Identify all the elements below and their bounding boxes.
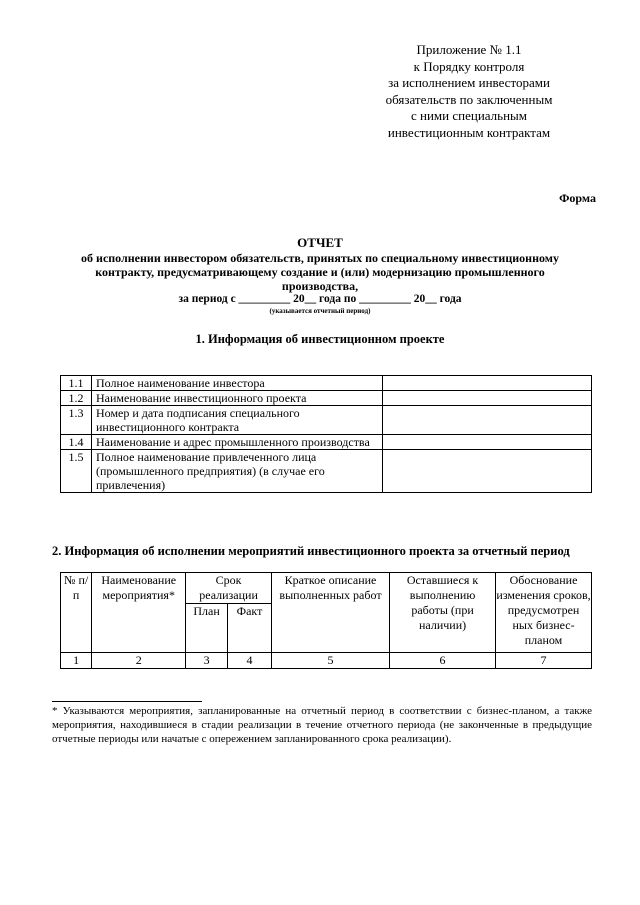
report-title-block (40, 236, 600, 293)
table-row (61, 653, 592, 669)
table-row (61, 406, 592, 435)
header-description: Краткое описание выполненных работ (271, 573, 389, 653)
footnote: * Указываются мероприятия, запланированные на отчетный период в соответствии с бизнес-планом, а также мероприятия, находившиеся в стадии реализации в течение отчетного периода (не законченные в предыдущие отчетные периоды или начатые с опережением запланированного срока реализации). (52, 705, 592, 745)
period-year2-suffix: года (439, 293, 462, 305)
header-fact: Факт (228, 604, 272, 653)
column-number: 6 (390, 653, 496, 669)
period-start-blank[interactable]: _________ (238, 293, 291, 305)
period-year2-blank[interactable]: __ (425, 293, 437, 305)
form-label: Форма (559, 191, 596, 205)
row-label: Полное наименование привлеченного лица (промышленного предприятия) (в случае его привлечения) (92, 450, 383, 493)
column-number: 1 (61, 653, 92, 669)
period-end-blank[interactable]: _________ (359, 293, 411, 305)
row-label: Наименование и адрес промышленного производства (92, 435, 383, 450)
row-number: 1.4 (61, 435, 92, 450)
appendix-line: обязательств по заключенным (385, 91, 553, 107)
appendix-line: с ними специальным (411, 108, 527, 123)
period-row (40, 293, 600, 305)
table-row (61, 391, 592, 406)
appendix-line: за исполнением инвесторами (388, 75, 550, 90)
row-value-cell[interactable] (383, 450, 592, 493)
header-name: Наименование мероприятия* (92, 573, 186, 653)
section2-heading: 2. Информация об исполнении мероприятий инвестиционного проекта за отчетный период (52, 544, 570, 558)
period-year2-prefix: 20 (413, 293, 426, 305)
activities-table (60, 572, 592, 669)
row-value-cell[interactable] (383, 376, 592, 391)
row-label: Полное наименование инвестора (92, 376, 383, 391)
period-year1-prefix: 20 (293, 293, 305, 305)
column-number: 3 (186, 653, 228, 669)
period-prefix: за период с (178, 293, 236, 305)
column-number: 5 (271, 653, 389, 669)
appendix-line: к Порядку контроля (413, 58, 525, 74)
table-header-row (61, 573, 592, 604)
column-number: 4 (228, 653, 272, 669)
header-term: Срок реализации (186, 573, 272, 604)
header-justification: Обоснование изменения сроков, предусмотрен ных бизнес-планом (496, 573, 592, 653)
report-subtitle-line: об исполнении инвестором обязательств, принятых по специальному инвестиционному (81, 251, 559, 265)
appendix-header (340, 42, 598, 141)
header-num: № п/п (61, 573, 92, 653)
row-label: Наименование инвестиционного проекта (92, 391, 383, 406)
header-remaining: Оставшиеся к выполнению работы (при наличии) (390, 573, 496, 653)
period-note: (указывается отчетный период) (269, 307, 371, 315)
header-plan: План (186, 604, 228, 653)
footnote-divider (52, 701, 202, 702)
row-number: 1.2 (61, 391, 92, 406)
appendix-line: Приложение № 1.1 (416, 42, 522, 57)
report-title: ОТЧЕТ (297, 235, 343, 250)
period-year1-blank[interactable]: __ (304, 293, 317, 305)
table-row (61, 376, 592, 391)
investment-project-table (60, 375, 592, 493)
row-label: Номер и дата подписания специального инвестиционного контракта (92, 406, 383, 435)
report-subtitle-line: производства, (281, 279, 359, 293)
period-year1-suffix: года по (319, 293, 357, 305)
appendix-line: инвестиционным контрактам (387, 124, 551, 140)
row-value-cell[interactable] (383, 435, 592, 450)
row-number: 1.5 (61, 450, 92, 493)
column-number: 7 (496, 653, 592, 669)
table-row (61, 450, 592, 493)
report-subtitle-line: контракту, предусматривающему создание и (или) модернизацию промышленного (95, 265, 545, 279)
column-number: 2 (92, 653, 186, 669)
table-row (61, 435, 592, 450)
section1-heading: 1. Информация об инвестиционном проекте (195, 332, 445, 346)
row-number: 1.1 (61, 376, 92, 391)
row-number: 1.3 (61, 406, 92, 435)
row-value-cell[interactable] (383, 406, 592, 435)
row-value-cell[interactable] (383, 391, 592, 406)
